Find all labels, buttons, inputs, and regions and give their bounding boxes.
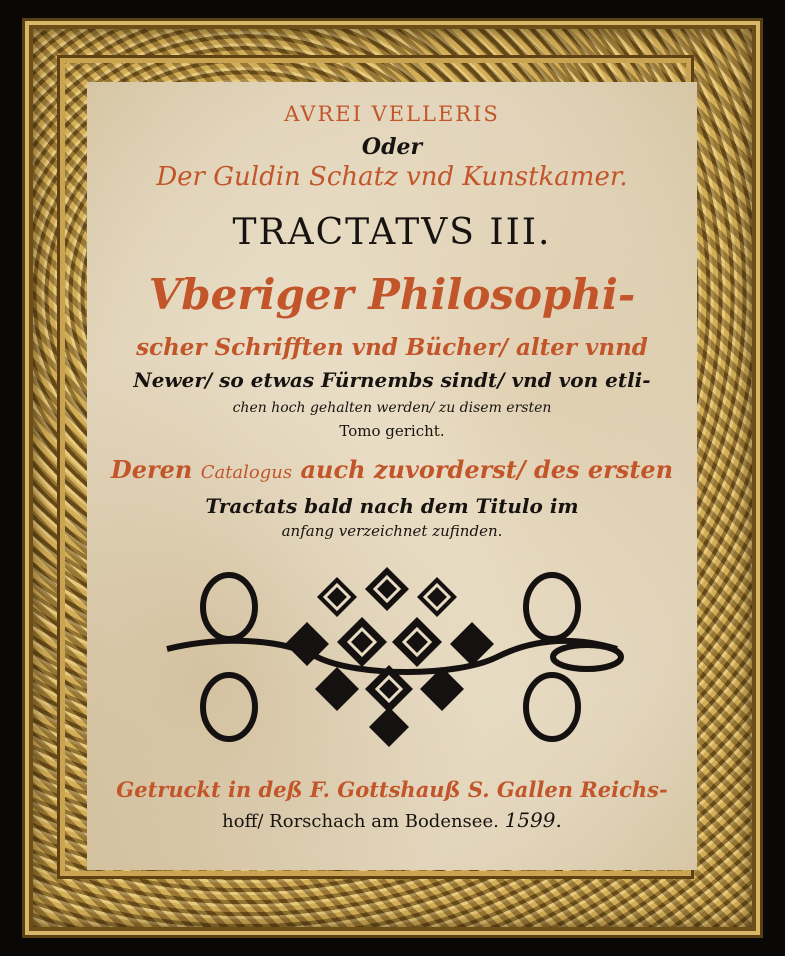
title-line-deren (87, 455, 697, 484)
catalogus-text: Catalogus (200, 462, 293, 483)
deren-text: Deren (110, 455, 201, 484)
imprint-year: 1599. (504, 808, 562, 832)
title-line-oder: Oder (361, 134, 423, 160)
knot-ornament-icon (157, 567, 627, 747)
title-line-newer: Newer/ so etwas Fürnembs sindt/ vnd von etli- (133, 368, 651, 392)
imprint-line-1: Getruckt in deß F. Gottshauß S. Gallen Reichs- (116, 777, 668, 802)
title-line-vberiger: Vberiger Philosophi- (148, 270, 636, 319)
title-line-anfang: anfang verzeichnet zufinden. (281, 522, 503, 540)
title-line-aurei: AVREI VELLERIS (284, 102, 500, 126)
title-line-tractatus: TRACTATVS III. (232, 212, 552, 253)
title-line-tomo: Tomo gericht. (339, 422, 445, 440)
title-line-schrifften: scher Schrifften vnd Bücher/ alter vnnd (136, 334, 648, 361)
title-line-tractats: Tractats bald nach dem Titulo im (205, 494, 579, 518)
title-line-chen: chen hoch gehalten werden/ zu disem ersten (232, 400, 552, 416)
imprint-line-2 (87, 808, 697, 832)
title-page (87, 82, 697, 870)
imprint-place: hoff/ Rorschach am Bodensee. (222, 811, 499, 832)
zuvorderst-text: auch zuvorderst/ des ersten (292, 455, 674, 484)
title-line-guldin: Der Guldin Schatz vnd Kunstkamer. (156, 162, 628, 192)
